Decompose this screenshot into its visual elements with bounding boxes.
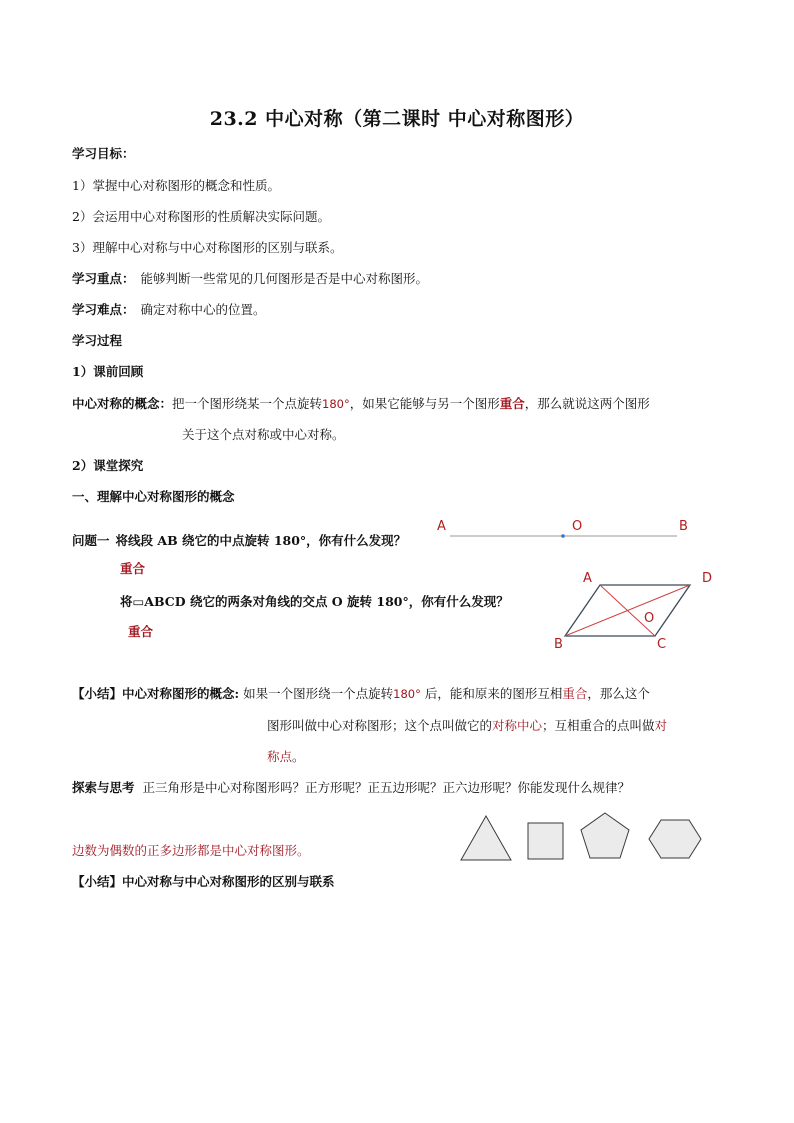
- concept-text-c: ，那么就说这两个图形: [524, 396, 650, 411]
- difficulty: [72, 302, 266, 318]
- summary1-text-c: ，那么这个: [587, 686, 650, 701]
- key-point: [72, 271, 428, 287]
- summary2-label: 【小结】中心对称与中心对称图形的区别与联系: [72, 874, 335, 889]
- segment-label-a: A: [437, 519, 446, 534]
- para-label-b: B: [554, 637, 563, 652]
- summary1-line1: [72, 686, 650, 702]
- regular-polygons-figure: [455, 808, 715, 868]
- section1-heading: 一、理解中心对称图形的概念: [72, 489, 235, 504]
- explore-heading: 2）课堂探究: [72, 458, 144, 473]
- concept-angle: 180°: [322, 397, 350, 411]
- summary1-line3: [267, 749, 305, 765]
- triangle-shape: [461, 816, 511, 860]
- process-heading: 学习过程: [72, 333, 123, 348]
- question-1-text: 将线段 AB 绕它的中点旋转 180°，你有什么发现？: [115, 533, 407, 548]
- difficulty-label: 学习难点：: [72, 302, 135, 317]
- para-label-o: O: [644, 611, 655, 626]
- pentagon-shape: [581, 813, 629, 858]
- objective-item-3: 3）理解中心对称与中心对称图形的区别与联系。: [72, 240, 343, 255]
- para-label-a: A: [583, 571, 592, 586]
- diagonal-bd: [565, 585, 690, 636]
- summary1-end: 。: [292, 749, 305, 764]
- concept-text-b: ，如果它能够与另一个图形: [349, 396, 500, 411]
- midpoint-dot: [561, 534, 565, 538]
- objective-item-1: 1）掌握中心对称图形的概念和性质。: [72, 178, 280, 193]
- summary1-text-d: 图形叫做中心对称图形；这个点叫做它的: [267, 718, 493, 733]
- question-1: [72, 533, 406, 549]
- concept-text-a: 把一个图形绕某一个点旋转: [172, 396, 323, 411]
- review-concept-line2: 关于这个点对称或中心对称。: [182, 427, 345, 442]
- segment-label-b: B: [679, 519, 688, 534]
- question-2-answer: 重合: [128, 624, 154, 639]
- review-heading: 1）课前回顾: [72, 364, 144, 379]
- para-label-c: C: [657, 637, 667, 652]
- key-point-text: 能够判断一些常见的几何图形是否是中心对称图形。: [140, 271, 429, 286]
- para-label-d: D: [702, 571, 713, 586]
- summary1-angle: 180°: [393, 687, 421, 701]
- think-label: 探索与思考: [72, 780, 135, 795]
- summary1-point-1: 对: [654, 718, 668, 733]
- summary1-text-a: 如果一个图形绕一个点旋转: [243, 686, 394, 701]
- summary1-center: 对称中心: [492, 718, 543, 733]
- concept-label: 中心对称的概念：: [72, 396, 173, 411]
- question-1-label: 问题一: [72, 533, 110, 548]
- summary1-text-e: ；互相重合的点叫做: [542, 718, 655, 733]
- summary1-text-b: 后，能和原来的图形互相: [424, 686, 563, 701]
- summary1-line2: [267, 718, 667, 734]
- key-point-label: 学习重点：: [72, 271, 135, 286]
- question-2-text: 将▭ABCD 绕它的两条对角线的交点 O 旋转 180°，你有什么发现？: [120, 594, 509, 609]
- parallelogram-figure: [548, 566, 718, 656]
- segment-ab-figure: [430, 512, 700, 552]
- think-text: 正三角形是中心对称图形吗？正方形呢？正五边形呢？正六边形呢？你能发现什么规律？: [142, 780, 631, 795]
- hexagon-shape: [649, 820, 701, 858]
- summary1-label: 【小结】中心对称图形的概念:: [72, 686, 240, 701]
- concept-overlap: 重合: [499, 396, 525, 411]
- square-shape: [528, 823, 563, 859]
- difficulty-text: 确定对称中心的位置。: [140, 302, 266, 317]
- objectives-heading: 学习目标：: [72, 146, 135, 161]
- summary1-point-2: 称点: [267, 749, 293, 764]
- objective-item-2: 2）会运用中心对称图形的性质解决实际问题。: [72, 209, 330, 224]
- segment-label-o: O: [572, 519, 583, 534]
- question-1-answer: 重合: [120, 561, 146, 576]
- page-title: 23.2 中心对称（第二课时 中心对称图形）: [209, 108, 585, 130]
- think-answer: 边数为偶数的正多边形都是中心对称图形。: [72, 843, 310, 858]
- summary1-overlap: 重合: [562, 686, 588, 701]
- think-line: [72, 780, 630, 796]
- review-concept-line1: [72, 396, 650, 412]
